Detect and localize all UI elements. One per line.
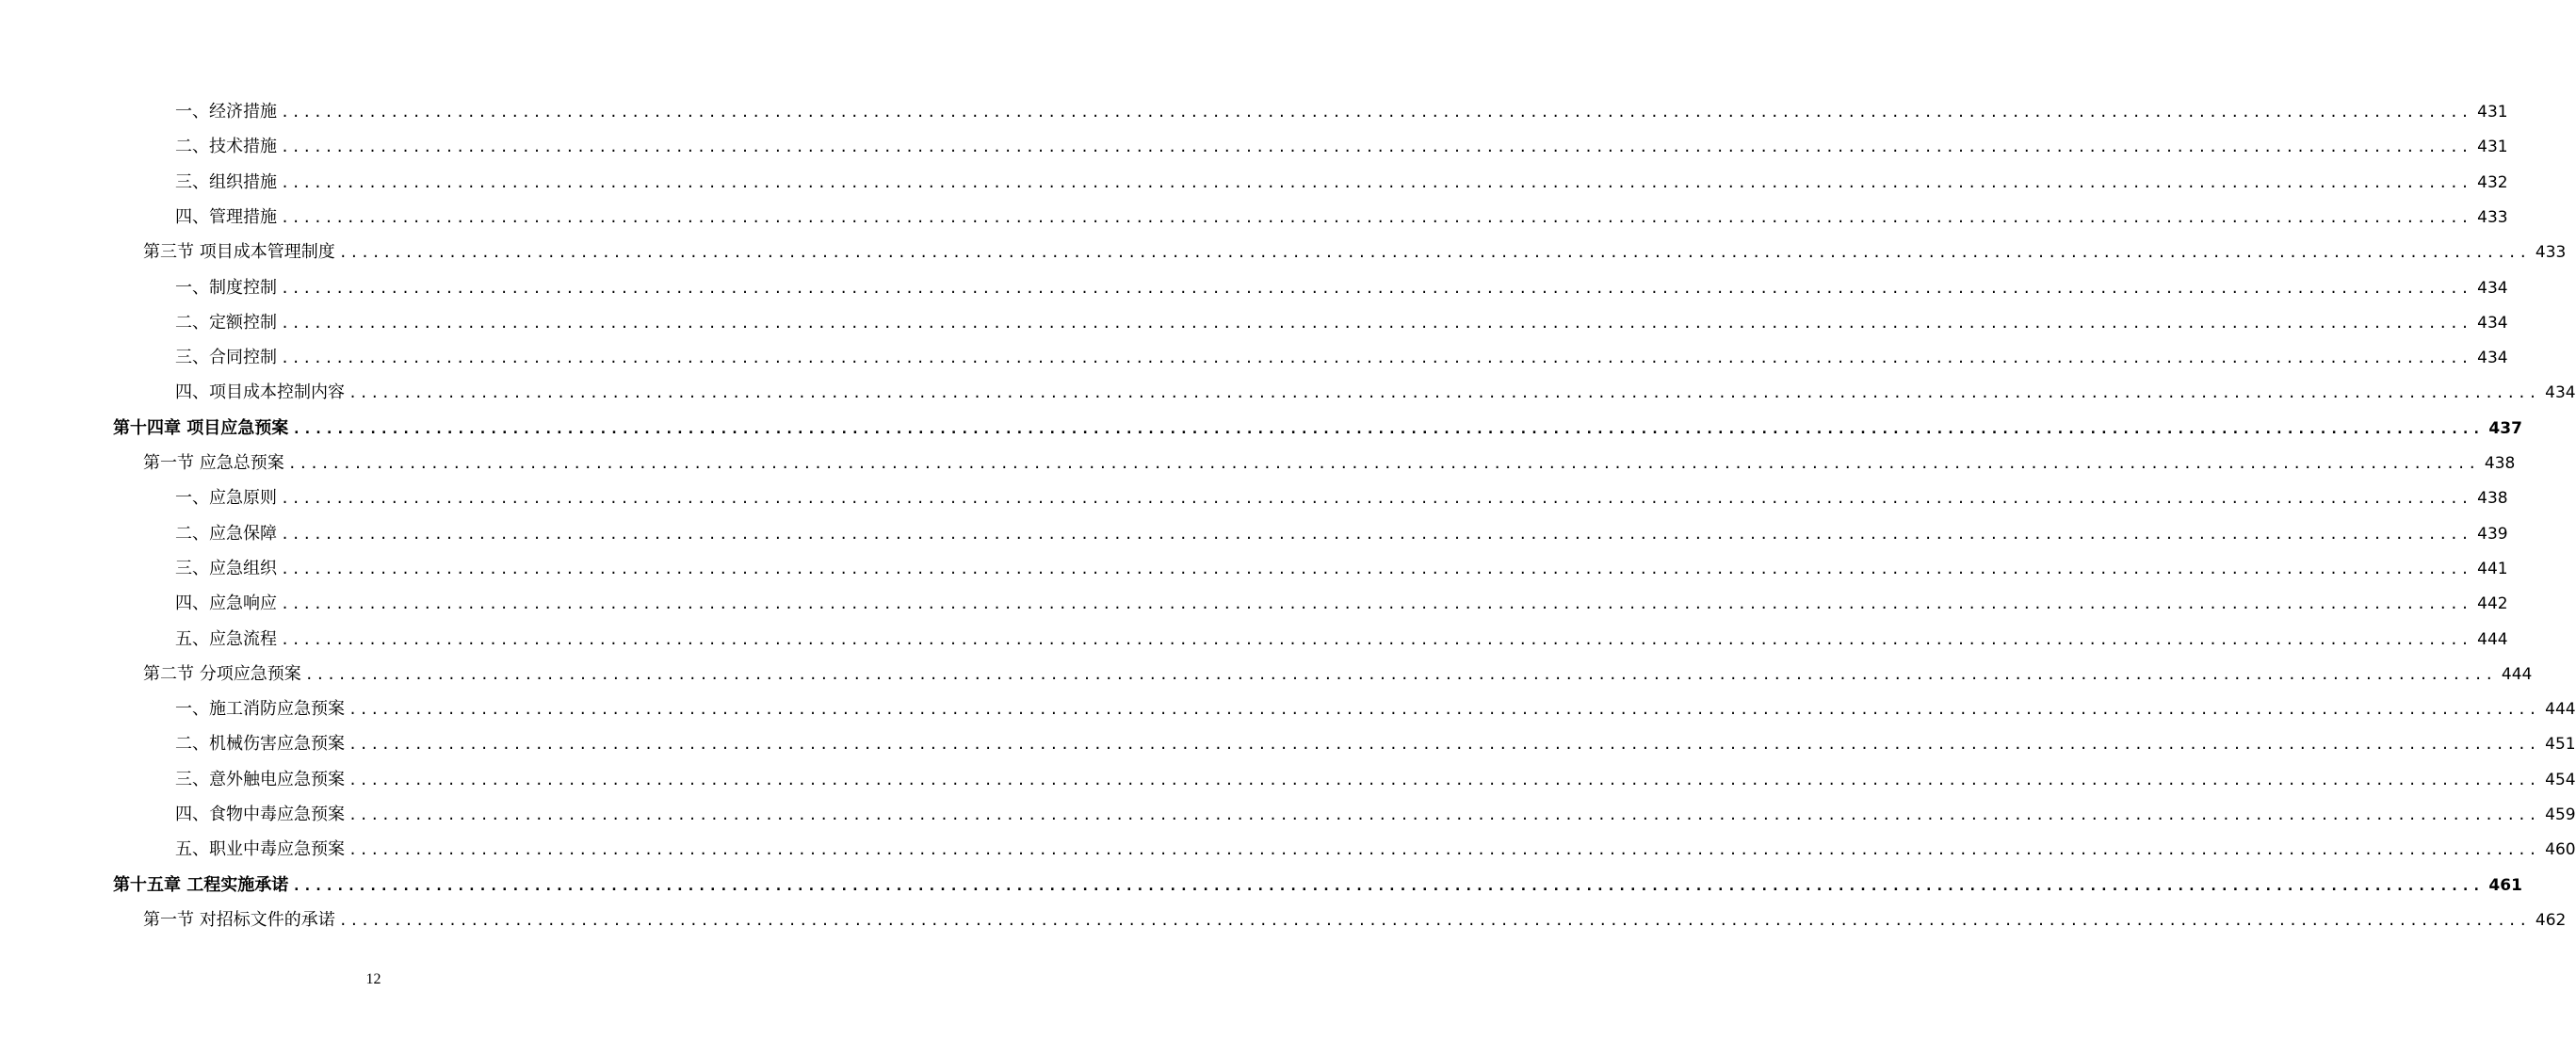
- toc-dot-leader: ........................................................................................................................................................................................................: [348, 841, 2540, 859]
- toc-entry-title: 四、食物中毒应急预案: [175, 805, 345, 824]
- toc-entry-title: 二、应急保障: [175, 523, 277, 544]
- toc-entry[interactable]: [175, 165, 2508, 200]
- toc-entry-title: 二、机械伤害应急预案: [175, 734, 345, 755]
- toc-entry-title: 四、管理措施: [175, 206, 277, 227]
- toc-entry-title: 三、合同控制: [175, 348, 277, 368]
- toc-entry[interactable]: [175, 726, 2576, 761]
- toc-dot-leader: ........................................................................................................................................................................................................: [348, 806, 2540, 823]
- toc-entry[interactable]: [143, 446, 2516, 480]
- toc-entry-title: 四、应急响应: [175, 594, 277, 614]
- toc-entry-title: 五、职业中毒应急预案: [175, 839, 345, 860]
- toc-entry[interactable]: [175, 586, 2508, 621]
- toc-dot-leader: ........................................................................................................................................................................................................: [348, 701, 2540, 719]
- toc-entry-title: 二、技术措施: [175, 137, 277, 157]
- toc-entry-page: 433: [2477, 207, 2508, 227]
- toc-entry[interactable]: [175, 762, 2576, 797]
- toc-dot-leader: ........................................................................................................................................................................................................: [338, 244, 2530, 262]
- toc-entry-page: 438: [2477, 489, 2508, 509]
- toc-dot-leader: ........................................................................................................................................................................................................: [281, 104, 2472, 121]
- toc-entry-title: 一、制度控制: [175, 277, 277, 298]
- toc-dot-leader: ........................................................................................................................................................................................................: [292, 419, 2484, 437]
- toc-dot-leader: ........................................................................................................................................................................................................: [281, 560, 2472, 577]
- toc-entry[interactable]: [175, 480, 2508, 515]
- toc-entry[interactable]: [175, 340, 2508, 375]
- toc-dot-leader: ........................................................................................................................................................................................................: [281, 208, 2472, 226]
- page-number: 12: [365, 971, 381, 987]
- toc-entry[interactable]: [175, 622, 2508, 657]
- toc-entry-page: 438: [2484, 454, 2516, 473]
- toc-entry-title: 一、应急原则: [175, 488, 277, 509]
- toc-entry-page: 462: [2535, 910, 2567, 930]
- toc-entry-page: 432: [2477, 172, 2508, 192]
- toc-entry[interactable]: [175, 832, 2576, 867]
- toc-entry-title: 第二节 分项应急预案: [143, 663, 301, 684]
- toc-entry[interactable]: [113, 411, 2522, 446]
- toc-dot-leader: ........................................................................................................................................................................................................: [281, 525, 2472, 543]
- toc-entry-title: 三、应急组织: [175, 558, 277, 578]
- toc-entry-title: 四、项目成本控制内容: [175, 382, 345, 403]
- toc-dot-leader: ........................................................................................................................................................................................................: [287, 455, 2479, 472]
- toc-entry-page: 431: [2477, 103, 2508, 122]
- toc-dot-leader: ........................................................................................................................................................................................................: [281, 173, 2472, 191]
- toc-entry-page: 444: [2477, 629, 2508, 649]
- toc-dot-leader: ........................................................................................................................................................................................................: [348, 384, 2540, 402]
- toc-entry[interactable]: [143, 657, 2533, 691]
- toc-dot-leader: ........................................................................................................................................................................................................: [281, 314, 2472, 332]
- toc-entry-page: 433: [2535, 243, 2567, 263]
- toc-entry-title: 五、应急流程: [175, 628, 277, 649]
- toc-dot-leader: ........................................................................................................................................................................................................: [338, 911, 2530, 929]
- toc-dot-leader: ........................................................................................................................................................................................................: [292, 876, 2484, 894]
- toc-dot-leader: ........................................................................................................................................................................................................: [348, 771, 2540, 789]
- toc-entry-title: 第十四章 项目应急预案: [113, 417, 289, 438]
- toc-entry-page: 434: [2477, 278, 2508, 298]
- toc-dot-leader: ........................................................................................................................................................................................................: [281, 595, 2472, 613]
- toc-entry-page: 460: [2545, 840, 2576, 860]
- toc-entry-page: 442: [2477, 594, 2508, 614]
- toc-entry-page: 434: [2545, 383, 2576, 403]
- toc-entry-page: 431: [2477, 138, 2508, 157]
- toc-dot-leader: ........................................................................................................................................................................................................: [281, 630, 2472, 648]
- toc-entry-title: 第三节 项目成本管理制度: [143, 242, 335, 263]
- toc-entry-page: 451: [2545, 735, 2576, 755]
- toc-entry-title: 二、定额控制: [175, 312, 277, 333]
- toc-entry[interactable]: [143, 903, 2567, 937]
- toc-entry[interactable]: [143, 235, 2567, 269]
- toc-dot-leader: ........................................................................................................................................................................................................: [281, 138, 2472, 156]
- toc-entry[interactable]: [175, 270, 2508, 305]
- toc-entry-title: 第一节 应急总预案: [143, 453, 284, 473]
- toc-entry-page: 459: [2545, 805, 2576, 824]
- toc-dot-leader: ........................................................................................................................................................................................................: [304, 665, 2496, 683]
- toc-entry[interactable]: [175, 200, 2508, 235]
- toc-entry-title: 三、组织措施: [175, 171, 277, 192]
- toc-entry-title: 一、施工消防应急预案: [175, 699, 345, 720]
- toc-entry[interactable]: [175, 94, 2508, 129]
- toc-entry-page: 461: [2488, 875, 2522, 895]
- toc-entry-page: 444: [2545, 700, 2576, 720]
- toc-dot-leader: ........................................................................................................................................................................................................: [281, 490, 2472, 508]
- toc-entry-page: 437: [2488, 418, 2522, 438]
- toc-entry[interactable]: [175, 691, 2576, 726]
- toc-entry[interactable]: [175, 305, 2508, 340]
- toc-entry-title: 一、经济措施: [175, 102, 277, 122]
- toc-entry[interactable]: [175, 797, 2576, 832]
- toc-entry[interactable]: [113, 868, 2522, 903]
- toc-entry-title: 三、意外触电应急预案: [175, 769, 345, 789]
- toc-entry-page: 434: [2477, 313, 2508, 333]
- toc-entry-page: 444: [2501, 664, 2533, 684]
- toc-entry[interactable]: [175, 516, 2508, 551]
- toc-entry-page: 434: [2477, 349, 2508, 368]
- toc-dot-leader: ........................................................................................................................................................................................................: [281, 350, 2472, 367]
- toc-dot-leader: ........................................................................................................................................................................................................: [281, 279, 2472, 297]
- toc-entry-title: 第一节 对招标文件的承诺: [143, 909, 335, 930]
- toc-dot-leader: ........................................................................................................................................................................................................: [348, 736, 2540, 754]
- toc-entry-page: 454: [2545, 770, 2576, 789]
- toc-entry-title: 第十五章 工程实施承诺: [113, 874, 289, 895]
- toc-entry[interactable]: [175, 129, 2508, 164]
- toc-entry[interactable]: [175, 375, 2576, 410]
- toc-entry[interactable]: [175, 551, 2508, 586]
- toc-entry-page: 439: [2477, 524, 2508, 544]
- toc-entry-page: 441: [2477, 559, 2508, 578]
